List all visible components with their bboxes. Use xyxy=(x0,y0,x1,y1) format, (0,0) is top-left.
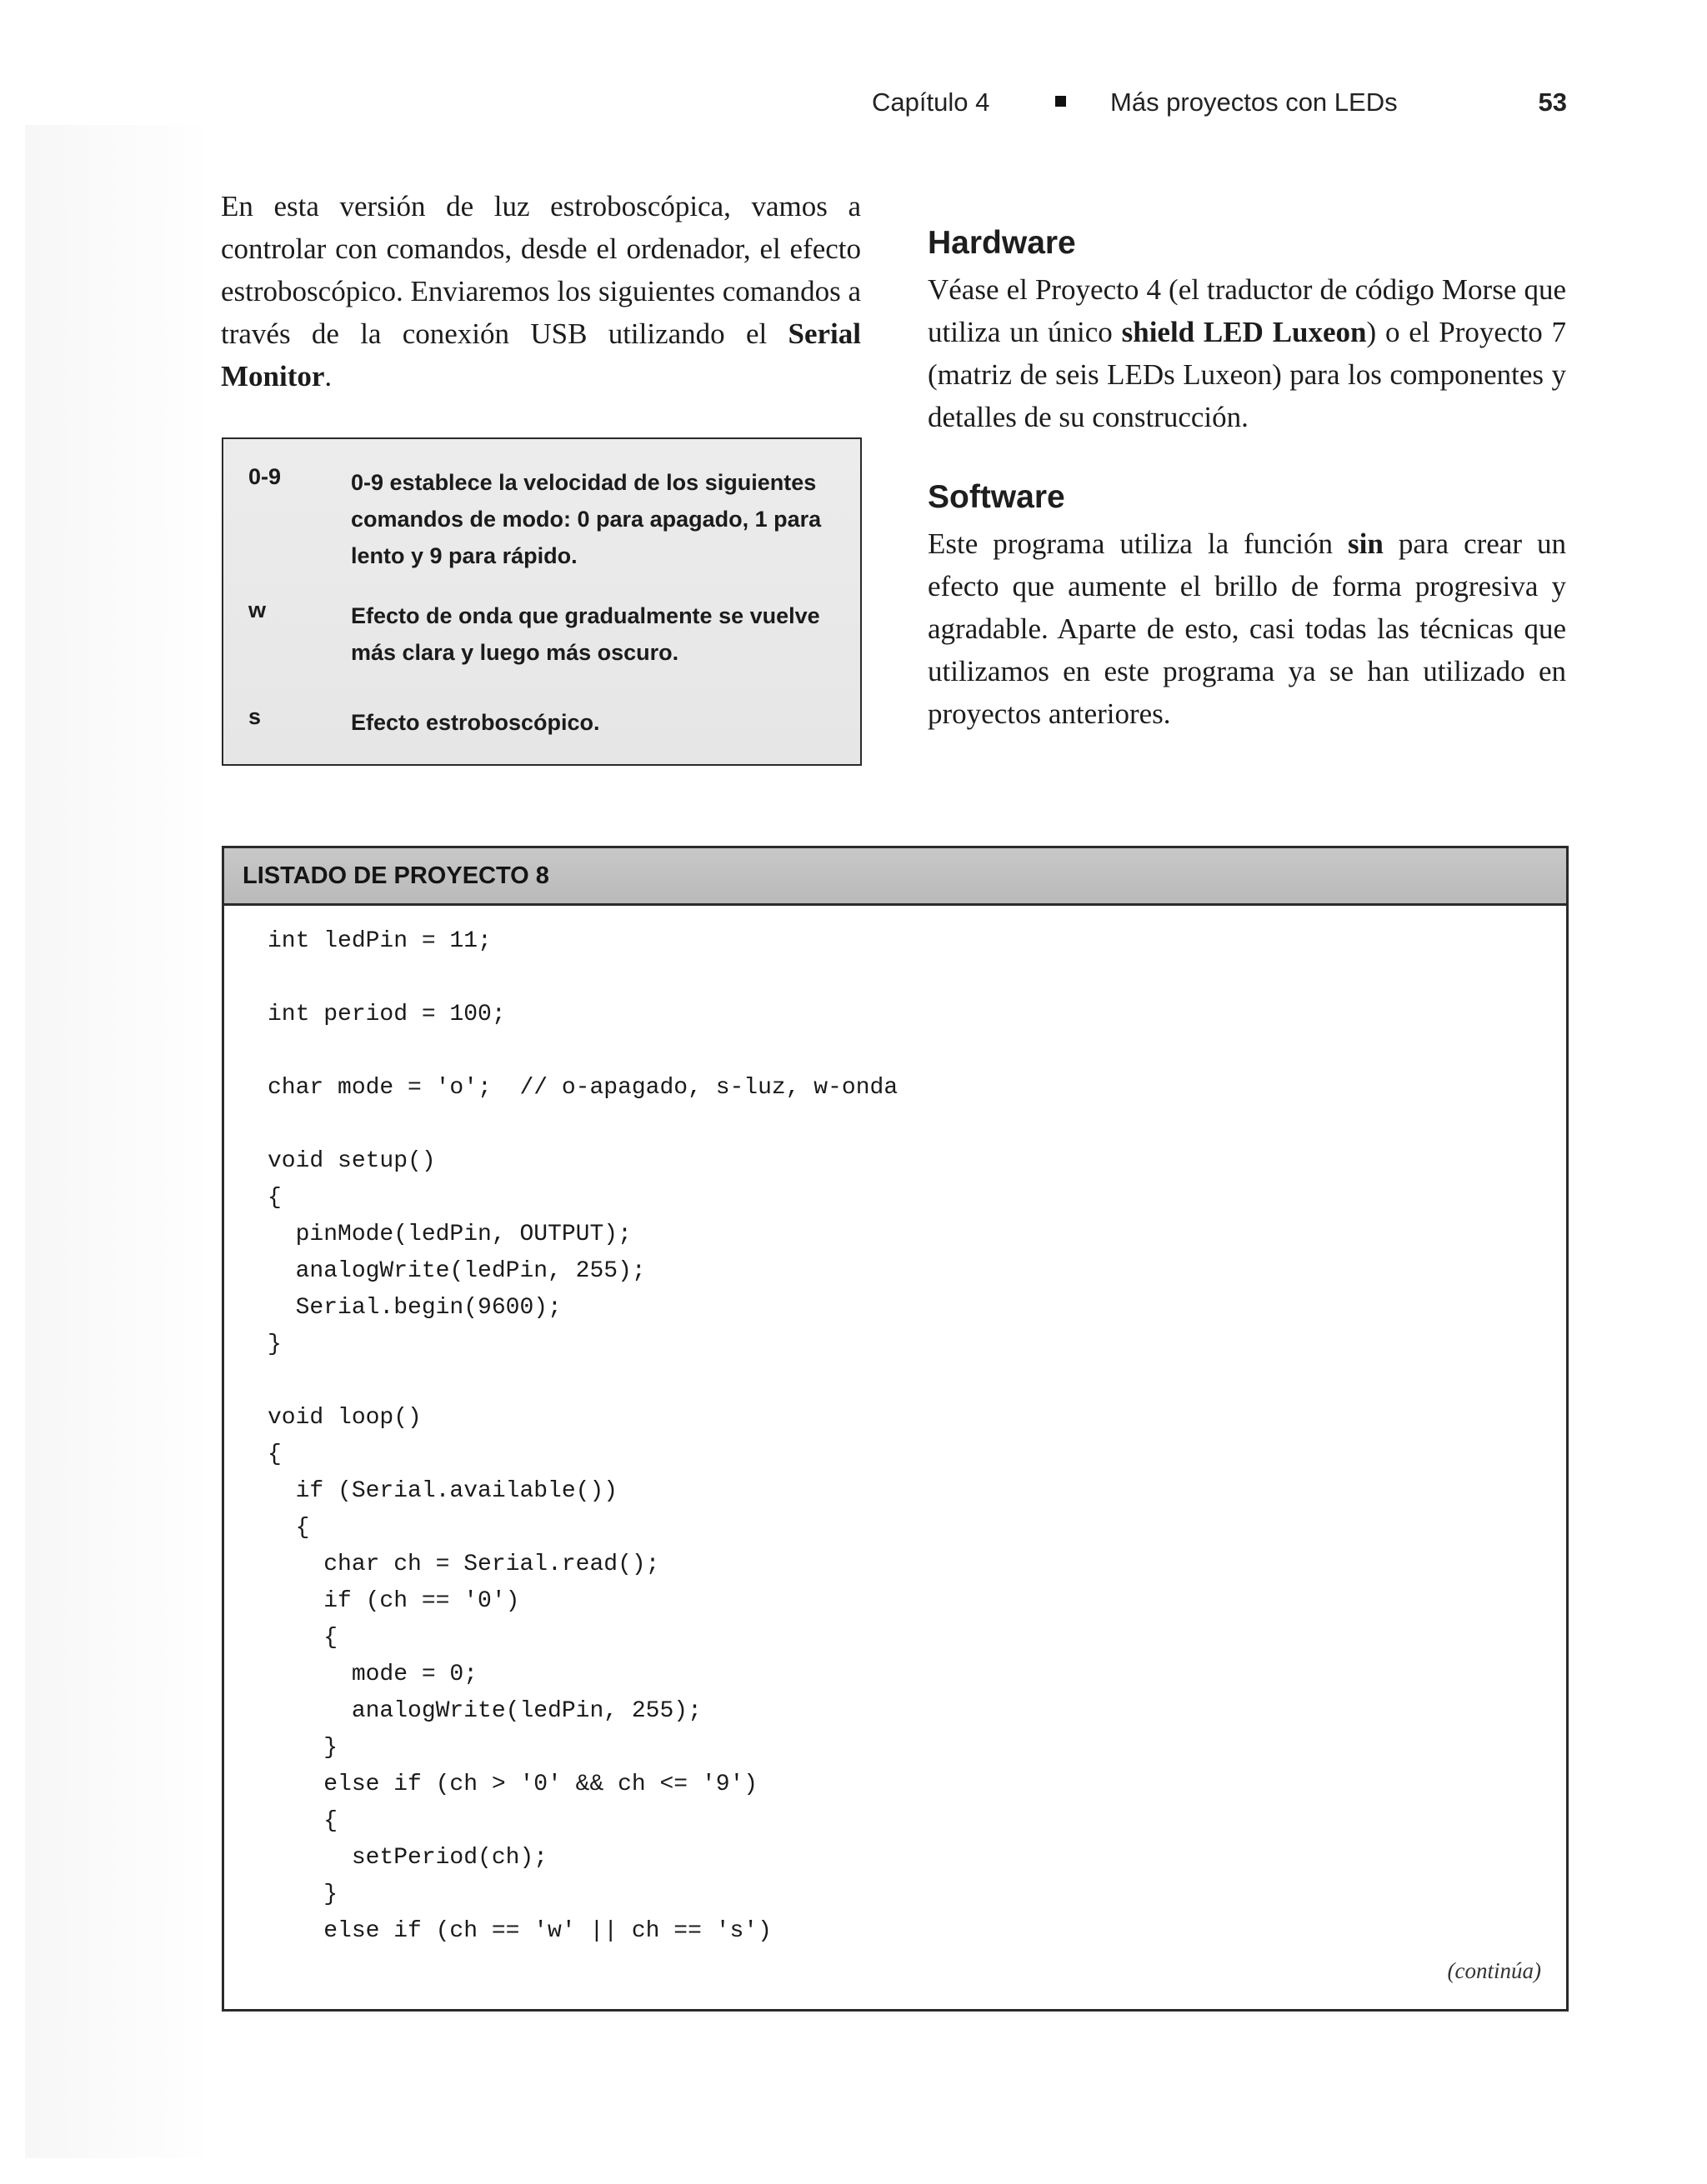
chapter-label: Capítulo 4 xyxy=(872,87,990,117)
software-text: Este programa utiliza la función xyxy=(928,527,1349,560)
intro-end: . xyxy=(324,360,333,392)
hardware-text: ) o el Proyecto 7 (matriz de seis LEDs Luxeon) para los componentes y detalles de su construcción. xyxy=(928,316,1567,433)
hardware-bold: shield LED Luxeon xyxy=(1121,316,1367,348)
software-text: para crear un efecto que aumente el brillo de forma progresiva y agradable. Aparte de esto, casi todas las técnicas que utilizamos en este programa ya se han utilizado en proyectos anteriores. xyxy=(928,527,1566,730)
intro-paragraph xyxy=(221,185,861,397)
hardware-heading: Hardware xyxy=(928,225,1076,261)
continued-note: (continúa) xyxy=(1447,1958,1541,1983)
code-listing xyxy=(222,846,1569,2012)
command-description: 0-9 establece la velocidad de los siguientes comandos de modo: 0 para apagado, 1 para lento y 9 para rápido. xyxy=(351,470,822,568)
intro-text: En esta versión de luz estroboscópica, vamos a controlar con comandos, desde el ordenador, el efecto estroboscópico. Enviaremos los siguientes comandos a través de la conexión USB utilizando el xyxy=(221,190,861,350)
square-bullet-icon xyxy=(1055,96,1066,107)
software-paragraph xyxy=(928,522,1566,735)
command-key: s xyxy=(248,704,262,729)
command-description: Efecto estroboscópico. xyxy=(351,710,600,735)
software-heading: Software xyxy=(928,479,1065,515)
chapter-title: Más proyectos con LEDs xyxy=(1110,87,1398,117)
hardware-paragraph xyxy=(928,268,1566,438)
command-key: 0-9 xyxy=(248,464,282,489)
code-block: int ledPin = 11; int period = 100; char mode = 'o'; // o-apagado, s-luz, w-onda void setup() { pinMode(ledPin, OUTPUT); analogWrite(ledPin, 255); Serial.begin(9600); } void loop() { if (Serial.available()) { char ch = Serial.read(); if (ch == '0') { mode = 0; analogWrite(ledPin, 255); } else if (ch > '0' && ch <= '9') { setPeriod(ch); } else if (ch == 'w' || ch == 's') xyxy=(268,928,899,1944)
software-bold: sin xyxy=(1348,527,1384,560)
command-table xyxy=(222,437,862,766)
listing-header xyxy=(224,848,1566,906)
intro-bold: Serial Monitor xyxy=(221,317,861,392)
command-description: Efecto de onda que gradualmente se vuelve más clara y luego más oscuro. xyxy=(351,603,820,665)
scan-shadow xyxy=(25,125,204,2158)
hardware-text: Véase el Proyecto 4 (el traductor de código Morse que utiliza un único xyxy=(928,273,1566,348)
page-number: 53 xyxy=(1538,87,1567,117)
listing-title: LISTADO DE PROYECTO 8 xyxy=(243,862,549,889)
running-head xyxy=(842,87,1567,121)
command-key: w xyxy=(248,597,267,622)
